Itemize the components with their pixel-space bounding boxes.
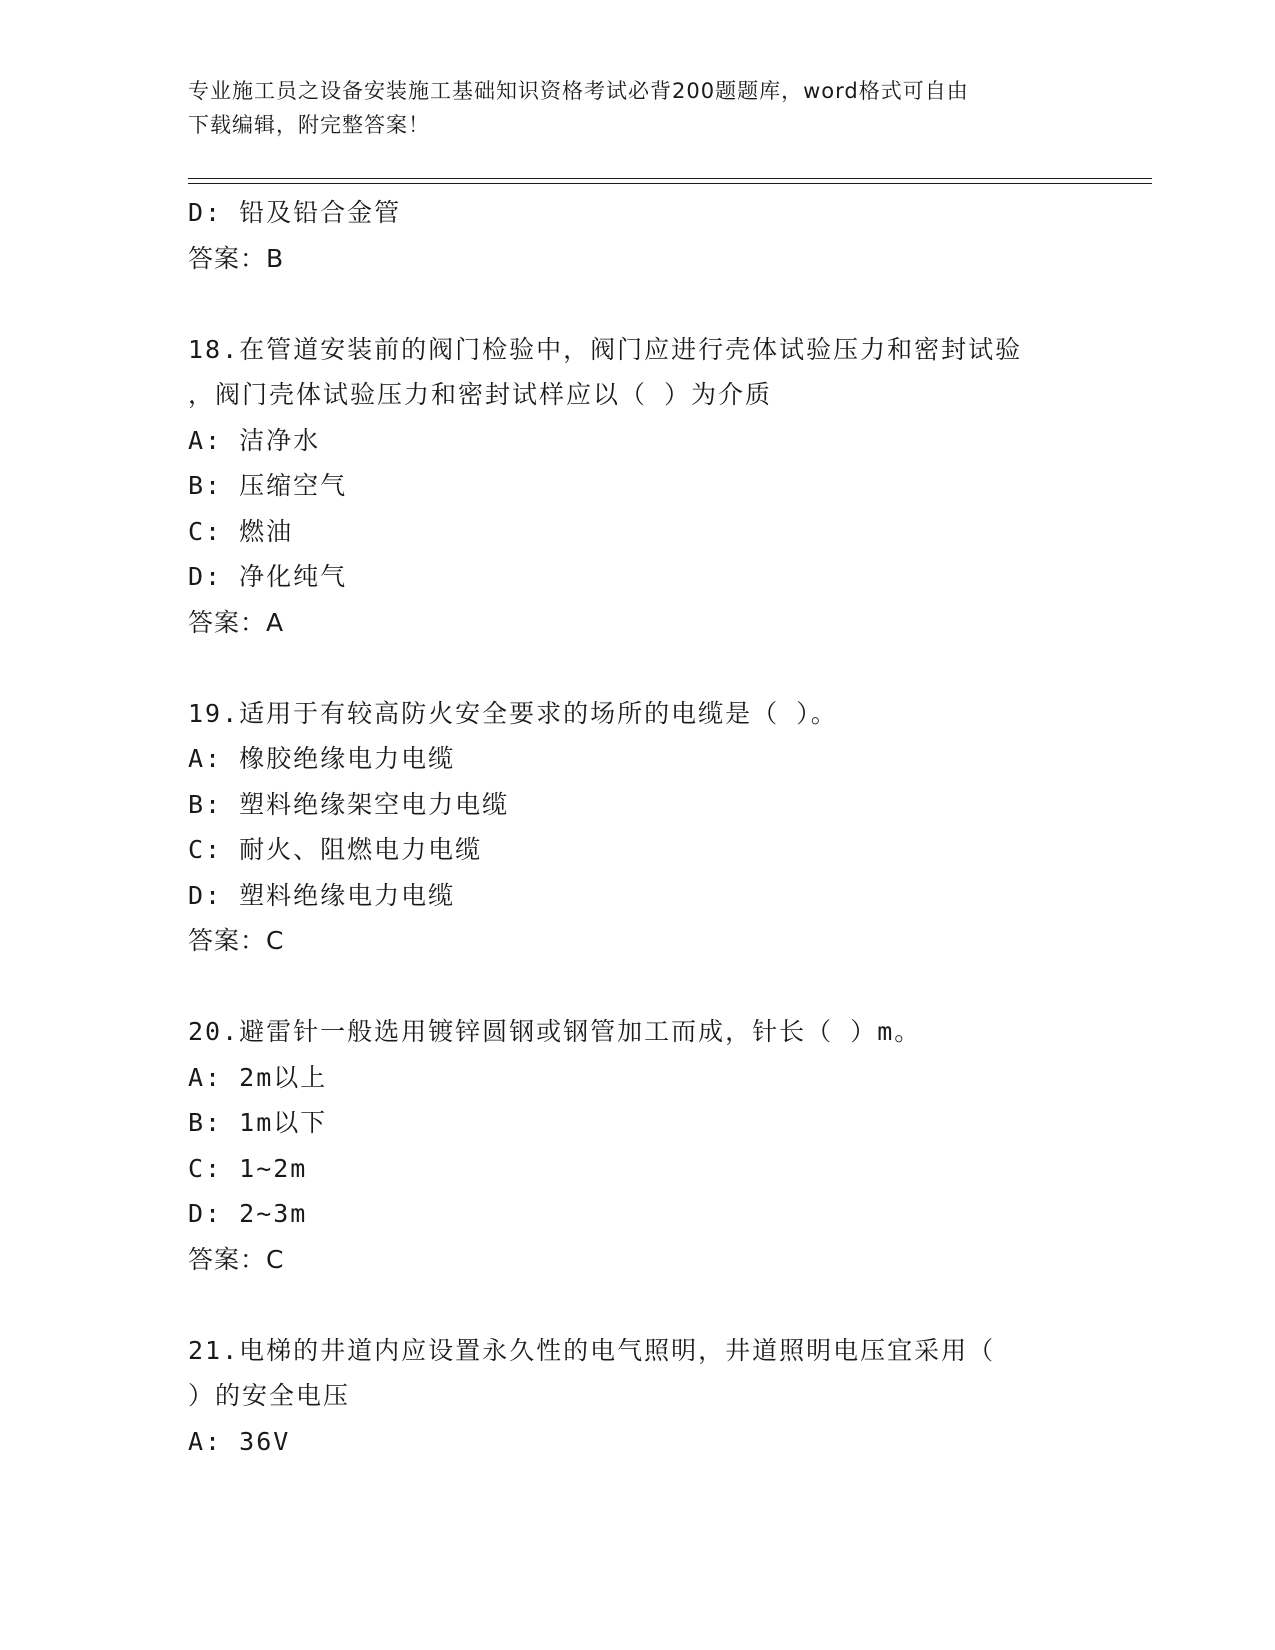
- question-21: [188, 1328, 1108, 1465]
- answer: 答案：C: [188, 926, 285, 955]
- option-a: A: 2m以上: [188, 1062, 328, 1092]
- answer: 答案：A: [188, 607, 285, 637]
- header-line-2: 下载编辑，附完整答案！: [188, 113, 430, 137]
- option-c: C: 耐火、阻燃电力电缆: [188, 835, 483, 864]
- header-line-1: 专业施工员之设备安装施工基础知识资格考试必背200题题库，word格式可自由: [188, 79, 969, 103]
- question-18: [188, 327, 1108, 646]
- option-b: B: 塑料绝缘架空电力电缆: [188, 789, 510, 819]
- header-rule-top: [188, 178, 1152, 179]
- question-20: [188, 1009, 1108, 1282]
- answer: 答案：C: [188, 1244, 285, 1274]
- question-stem: 18.在管道安装前的阀门检验中，阀门应进行壳体试验压力和密封试验: [188, 334, 1023, 364]
- document-header: [188, 74, 1068, 142]
- option-a: A: 36V: [188, 1426, 291, 1456]
- option-d: D: 净化纯气: [188, 562, 348, 591]
- option-d: D: 铅及铅合金管: [188, 198, 402, 227]
- question-stem: 21.电梯的井道内应设置永久性的电气照明，井道照明电压宜采用（: [188, 1335, 996, 1365]
- question-stem: ）的安全电压: [188, 1381, 351, 1410]
- option-a: A: 洁净水: [188, 425, 321, 455]
- answer: 答案：B: [188, 243, 285, 273]
- option-d: D: 塑料绝缘电力电缆: [188, 880, 456, 910]
- option-a: A: 橡胶绝缘电力电缆: [188, 744, 456, 773]
- question-stem: 19.适用于有较高防火安全要求的场所的电缆是（ ）。: [188, 698, 838, 728]
- option-c: C: 燃油: [188, 516, 294, 546]
- question-stem: ，阀门壳体试验压力和密封试样应以（ ）为介质: [188, 380, 773, 409]
- option-c: C: 1~2m: [188, 1153, 308, 1183]
- header-rule-bottom: [188, 183, 1152, 184]
- document-body: [188, 190, 1108, 1464]
- option-b: B: 压缩空气: [188, 471, 348, 500]
- option-d: D: 2~3m: [188, 1199, 308, 1228]
- question-19: [188, 691, 1108, 964]
- question-stem: 20.避雷针一般选用镀锌圆钢或钢管加工而成，针长（ ）m。: [188, 1017, 922, 1046]
- option-b: B: 1m以下: [188, 1108, 328, 1137]
